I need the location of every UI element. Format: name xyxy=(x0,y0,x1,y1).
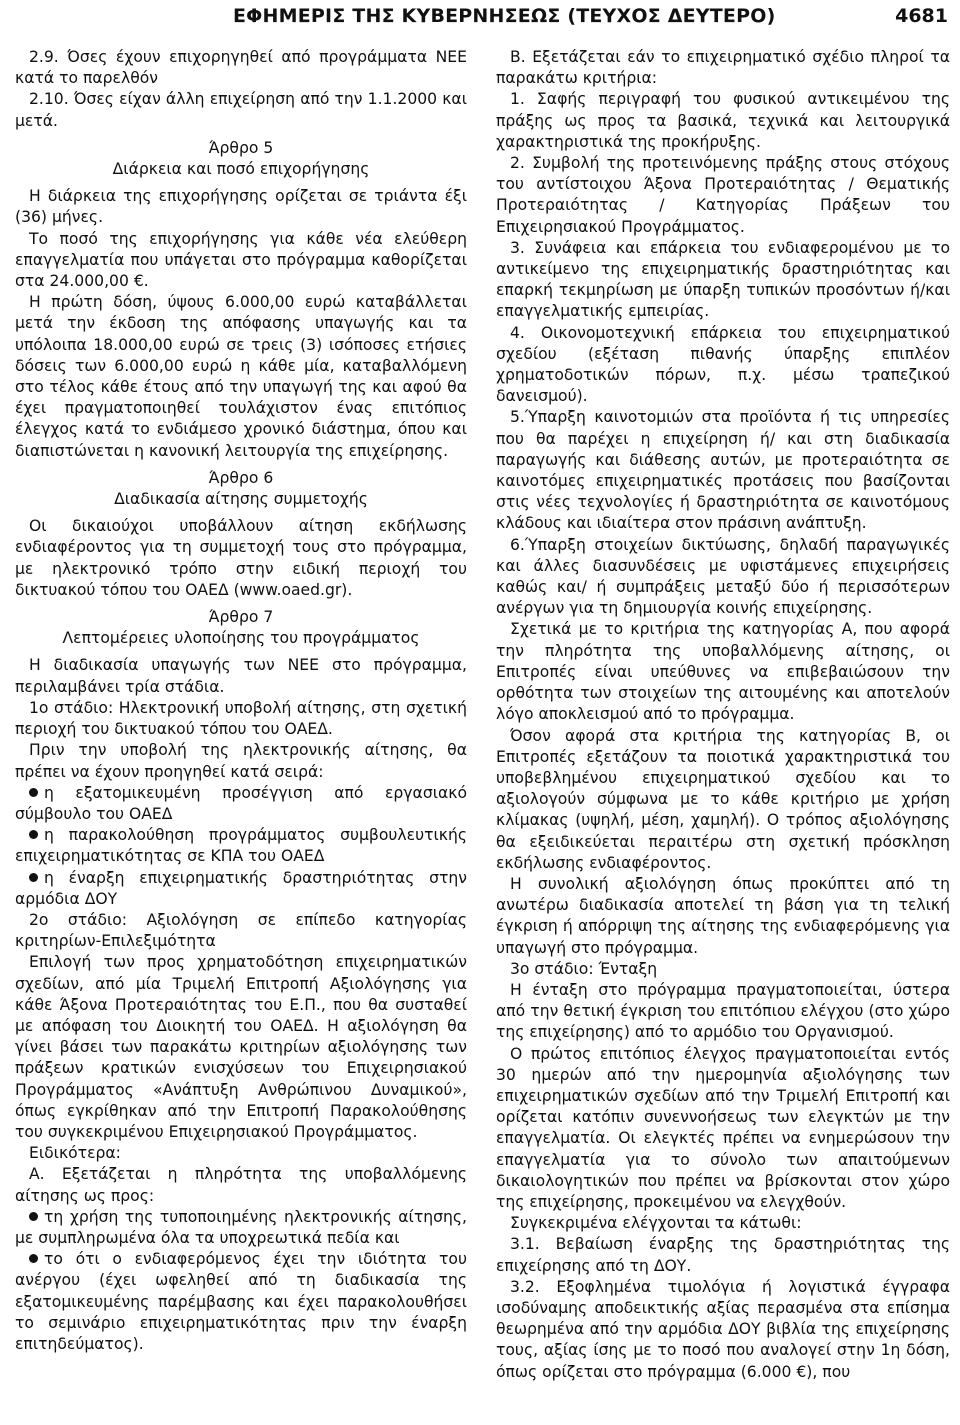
paragraph: 4. Οικονομοτεχνική επάρκεια του επιχειρηματικού σχεδίου (εξέταση πιθανής ύπαρξης επιπλέον χρηματοδοτικών πόρων, π.χ. μέσω τραπεζικού δανεισμού). xyxy=(496,323,950,406)
paragraph: Όσον αφορά στα κριτήρια της κατηγορίας Β, οι Επιτροπές εξετάζουν τα ποιοτικά χαρακτηριστικά του υποβεβλημένου επιχειρηματικού σχεδίου και το αξιολογούν σύμφωνα με το κάθε κριτήριο με χρήση κλίμακας (υψηλή, μέση, χαμηλή). Ο τρόπος αξιολόγησης θα εξειδικεύεται περαιτέρω στη σχετική πρόσκληση εκδήλωσης ενδιαφέροντος. xyxy=(496,726,950,872)
paragraph: Ειδικότερα: xyxy=(29,1144,121,1163)
paragraph: Α. Εξετάζεται η πληρότητα της υποβαλλόμενης αίτησης ως προς: xyxy=(15,1165,467,1205)
paragraph: 2.9. Όσες έχουν επιχορηγηθεί από προγράμματα ΝΕΕ κατά το παρελθόν xyxy=(15,48,467,88)
paragraph: Η συνολική αξιολόγηση όπως προκύπτει από τη ανωτέρω διαδικασία αποτελεί τη βάση για τη τελική έγκριση ή απόρριψη της αίτησης της ενδιαφερόμενης για υπαγωγή στο πρόγραμμα. xyxy=(496,874,950,957)
left-column xyxy=(15,47,467,1355)
paragraph: Επιλογή των προς χρηματοδότηση επιχειρηματικών σχεδίων, από μία Τριμελή Επιτροπή Αξιολόγησης για κάθε Άξονα Προτεραιότητας του Ε.Π., που θα συσταθεί με απόφαση του Διοικητή του ΟΑΕΔ. Η αξιολόγηση θα γίνει βάσει των παρακάτω κριτηρίων αξιολόγησης των πράξεων κρατικών ενισχύσεων του Επιχειρησιακού Προγράμματος «Ανάπτυξη Ανθρώπινου Δυναμικού», όπως εγκρίθηκαν από την Επιτροπή Παρακολούθησης του συγκεκριμένου Επιχειρησιακού Προγράμματος. xyxy=(15,953,467,1141)
article-6-title: Άρθρο 6 xyxy=(208,468,274,487)
paragraph: 5.Ύπαρξη καινοτομιών στα προϊόντα ή τις υπηρεσίες που θα παρέχει η επιχείρηση ή/ και στη διαδικασία παραγωγής και διάθεσης αυτών, με προτεραιότητα σε καινοτόμες επιχειρηματικές προτάσεις που βασίζονται στις νέες τεχνολογίες ή δραστηριότητα σε καινοτόμους κλάδους και ιδιαίτερα στον πράσινη ανάπτυξη. xyxy=(496,408,950,533)
bullet-icon xyxy=(29,830,38,839)
bullet-icon xyxy=(29,873,38,882)
list-item xyxy=(15,825,467,867)
list-item-text: η παρακολούθηση προγράμματος συμβουλευτικής επιχειρηματικότητας σε ΚΠΑ του ΟΑΕΔ xyxy=(15,826,467,866)
article-7-title: Άρθρο 7 xyxy=(208,608,274,627)
paragraph: Οι δικαιούχοι υποβάλλουν αίτηση εκδήλωσης ενδιαφέροντος για τη συμμετοχή τους στο πρόγραμμα, με ηλεκτρονικό τρόπο στην ειδική περιοχή του δικτυακού τόπου του ΟΑΕΔ (www.oaed.gr). xyxy=(15,517,467,599)
paragraph: 6.Ύπαρξη στοιχείων δικτύωσης, δηλαδή παραγωγικές και άλλες διασυνδέσεις με υφιστάμενες επιχειρήσεις καθώς και/ ή συμπράξεις μεταξύ δύο ή περισσότερων ανέργων για τη δημιουργία κοινής επιχείρησης. xyxy=(496,535,950,618)
paragraph: 2.10. Όσες είχαν άλλη επιχείρηση από την 1.1.2000 και μετά. xyxy=(15,90,467,130)
paragraph: 2ο στάδιο: Αξιολόγηση σε επίπεδο κατηγορίας κριτηρίων-Επιλεξιμότητα xyxy=(15,910,467,951)
bullet-icon xyxy=(29,1254,38,1263)
paragraph: 3ο στάδιο: Ένταξη xyxy=(510,959,658,978)
article-5-title: Άρθρο 5 xyxy=(208,138,274,157)
paragraph: Σχετικά με το κριτήρια της κατηγορίας Α, που αφορά την πληρότητα της υποβαλλόμενης αίτησης, οι Επιτροπές είναι υπεύθυνες να επιβεβαιώσουν την ορθότητα των στοιχείων της αιτουμένης και αποτελούν λόγο αποκλεισμού από το πρόγραμμα. xyxy=(496,620,950,724)
article-6-subtitle: Διαδικασία αίτησης συμμετοχής xyxy=(114,490,368,509)
paragraph: 1. Σαφής περιγραφή του φυσικού αντικειμένου της πράξης ως προς τα βασικά, τεχνικά και λειτουργικά χαρακτηριστικά της προκήρυξης. xyxy=(496,90,950,151)
bullet-icon xyxy=(29,1212,38,1221)
gazette-title: ΕΦΗΜΕΡΙΣ ΤΗΣ ΚΥΒΕΡΝΗΣΕΩΣ (ΤΕΥΧΟΣ ΔΕΥΤΕΡΟ) xyxy=(233,5,776,27)
paragraph: Η διάρκεια της επιχορήγησης ορίζεται σε τριάντα έξι (36) μήνες. xyxy=(15,187,467,227)
list-item-text: τη χρήση της τυποποιημένης ηλεκτρονικής αίτησης, με συμπληρωμένα όλα τα υποχρεωτικά πεδία και xyxy=(15,1207,467,1247)
paragraph: Ο πρώτος επιτόπιος έλεγχος πραγματοποιείται εντός 30 ημερών από την ημερομηνία αξιολόγησης των επιχειρηματικών σχεδίων από την Τριμελή Επιτροπή και ορίζεται κατόπιν συνεννοήσεως των ελεγκτών με την επαγγελματία. Οι ελεγκτές πρέπει να ενημερώσουν την επαγγελματία για το σύνολο των απαιτούμενων δικαιολογητικών που πρέπει να βρίσκονται στον χώρο της επιχείρησης, προκειμένου να ελεγχθούν. xyxy=(496,1044,950,1211)
right-column xyxy=(496,47,950,1383)
paragraph: 3.2. Εξοφλημένα τιμολόγια ή λογιστικά έγγραφα ισοδύναμης αποδεικτικής αξίας περασμένα στα επίσημα θεωρημένα από την αρμόδια ΔΟΥ βιβλία της επιχείρησης τους, αξίας ίσης με το ποσό που αναλογεί στην 1η δόση, όπως ορίζεται στο πρόγραμμα (6.000 €), που xyxy=(496,1277,950,1381)
paragraph: 3. Συνάφεια και επάρκεια του ενδιαφερομένου με το αντικείμενο της επιχειρηματικής δραστηριότητας και επαρκή τεκμηρίωση με ύπαρξη τυπικών προσόντων ή/και επαγγελματικής εμπειρίας. xyxy=(496,238,950,321)
article-7-subtitle: Λεπτομέρειες υλοποίησης του προγράμματος xyxy=(62,629,420,648)
page-header xyxy=(0,0,960,40)
paragraph: Πριν την υποβολή της ηλεκτρονικής αίτησης, θα πρέπει να έχουν προηγηθεί κατά σειρά: xyxy=(15,741,467,781)
paragraph: Β. Εξετάζεται εάν το επιχειρηματικό σχέδιο πληροί τα παρακάτω κριτήρια: xyxy=(496,48,950,88)
paragraph: Η πρώτη δόση, ύψους 6.000,00 ευρώ καταβάλλεται μετά την έκδοση της απόφασης υπαγωγής και τα υπόλοιπα 18.000,00 ευρώ σε τρεις (3) ισόποσες ετήσιες δόσεις των 6.000,00 ευρώ η κάθε μία, καταβαλλόμενη στο τέλος κάθε έτους από την υπαγωγή της και αφού θα έχει πραγματοποιηθεί τουλάχιστον ένας επιτόπιος έλεγχος κατά το ενδιάμεσο χρονικό διάστημα, όπου και διαπιστώνεται η κανονική λειτουργία της επιχείρησης. xyxy=(15,293,467,460)
list-item-text: η έναρξη επιχειρηματικής δραστηριότητας στην αρμόδια ΔΟΥ xyxy=(15,868,467,908)
article-5-subtitle: Διάρκεια και ποσό επιχορήγησης xyxy=(112,160,370,179)
page-number: 4681 xyxy=(895,5,948,27)
list-item-text: το ότι ο ενδιαφερόμενος έχει την ιδιότητα του ανέργου (έχει ωφεληθεί από τη διαδικασία της εξατομικευμένης παρέμβασης και έχει παρακολουθήσει το σεμινάριο επιχειρηματικότητας πριν την έναρξη επιτηδεύματος). xyxy=(15,1250,467,1353)
paragraph: 3.1. Βεβαίωση έναρξης της δραστηριότητας της επιχείρησης από τη ΔΟΥ. xyxy=(496,1235,950,1275)
list-item xyxy=(15,868,467,910)
list-item xyxy=(15,1207,467,1249)
list-item xyxy=(15,1249,467,1355)
bullet-icon xyxy=(29,788,38,797)
paragraph: Η διαδικασία υπαγωγής των ΝΕΕ στο πρόγραμμα, περιλαμβάνει τρία στάδια. xyxy=(15,656,467,696)
paragraph: Το ποσό της επιχορήγησης για κάθε νέα ελεύθερη επαγγελματία που υπάγεται στο πρόγραμμα καθορίζεται στα 24.000,00 €. xyxy=(15,229,467,291)
list-item xyxy=(15,783,467,825)
paragraph: Η ένταξη στο πρόγραμμα πραγματοποιείται, ύστερα από την θετική έγκριση του επιτόπιου ελέγχου (στο χώρο της επιχείρησης) από το αρμόδιο του Οργανισμού. xyxy=(496,980,950,1042)
paragraph: Συγκεκριμένα ελέγχονται τα κάτωθι: xyxy=(510,1214,802,1233)
paragraph: 1ο στάδιο: Ηλεκτρονική υποβολή αίτησης, στη σχετική περιοχή του δικτυακού τόπου του ΟΑΕΔ. xyxy=(15,698,467,739)
paragraph: 2. Συμβολή της προτεινόμενης πράξης στους στόχους του αντίστοιχου Άξονα Προτεραιότητας / Θεματικής Προτεραιότητας / Κατηγορίας Πράξεων του Επιχειρησιακού Προγράμματος. xyxy=(496,154,950,236)
list-item-text: η εξατομικευμένη προσέγγιση από εργασιακό σύμβουλο του ΟΑΕΔ xyxy=(15,783,467,823)
